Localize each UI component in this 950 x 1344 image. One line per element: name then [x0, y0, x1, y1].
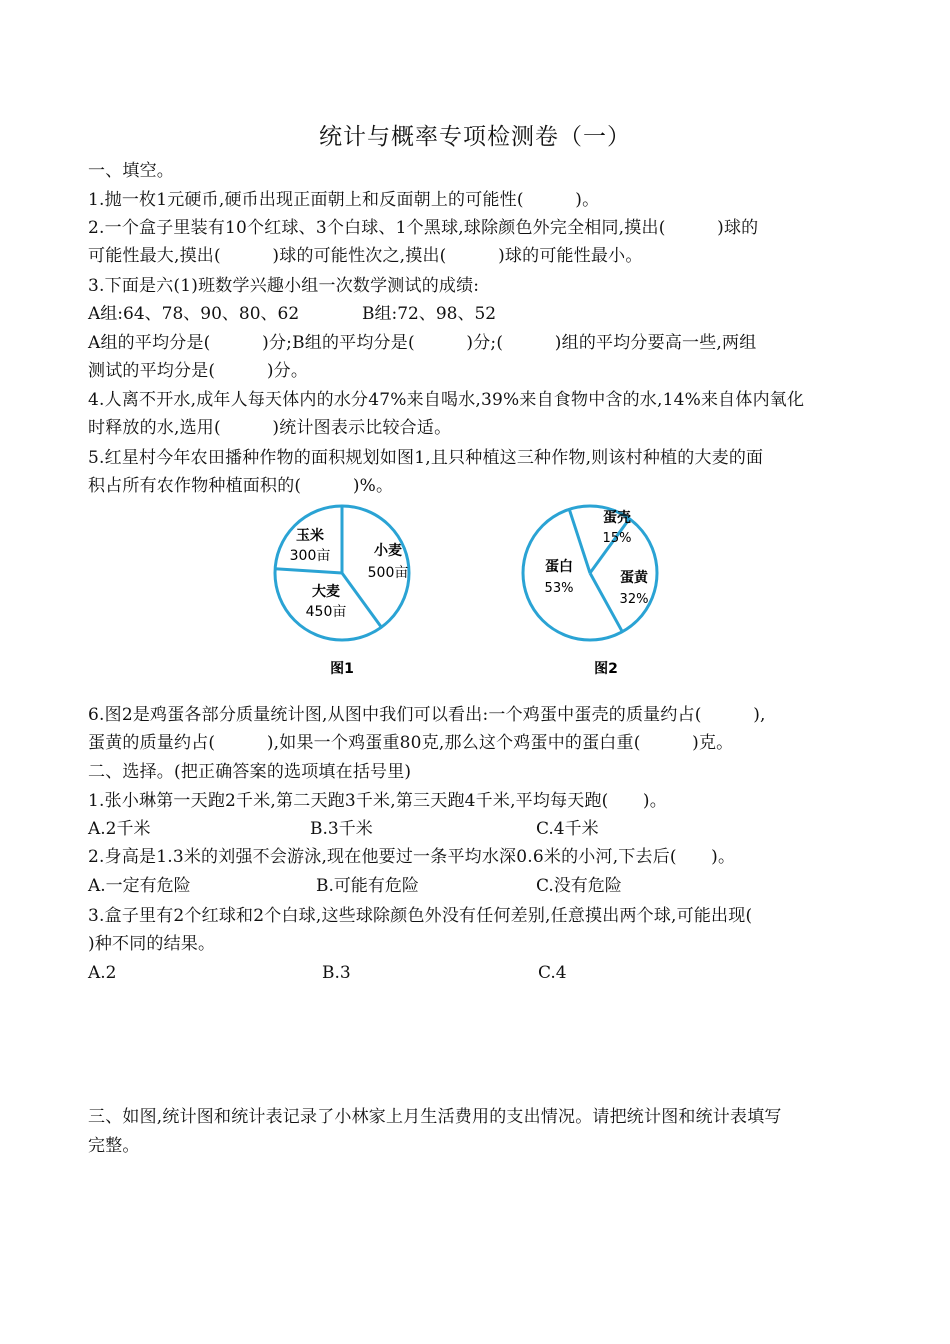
group-b-scores: B组:72、98、52 [362, 304, 497, 324]
fill-question-3-line3: A组的平均分是( )分;B组的平均分是( )分;( )组的平均分要高一些,两组 [88, 333, 757, 353]
choice-q2-option-b: B.可能有危险 [316, 876, 419, 896]
choice-q2-option-c: C.没有危险 [536, 876, 622, 896]
fill-question-3-line1: 3.下面是六(1)班数学兴趣小组一次数学测试的成绩: [88, 276, 480, 296]
pie1-title: 图1 [330, 661, 354, 677]
choice-question-1: 1.张小琳第一天跑2千米,第二天跑3千米,第三天跑4千米,平均每天跑( )。 [88, 791, 667, 811]
choice-q1-option-c: C.4千米 [536, 819, 599, 839]
section2-heading: 二、选择。(把正确答案的选项填在括号里) [88, 762, 412, 782]
pie1-divider-3 [275, 569, 342, 573]
choice-q2-option-a: A.一定有危险 [88, 876, 191, 896]
pie2-value-shell: 15% [602, 531, 632, 546]
pie1-label-corn: 玉米 [296, 528, 324, 544]
choice-question-2: 2.身高是1.3米的刘强不会游泳,现在他要过一条平均水深0.6米的小河,下去后( )。 [88, 847, 736, 867]
fill-question-4-line2: 时释放的水,选用( )统计图表示比较合适。 [88, 418, 452, 438]
pie1-label-wheat: 小麦 [374, 543, 402, 559]
pie2-value-white: 53% [544, 581, 574, 596]
pie-charts [270, 500, 690, 685]
pie1-value-wheat: 500亩 [367, 565, 409, 581]
fill-question-5-line1: 5.红星村今年农田播种作物的面积规划如图1,且只种植这三种作物,则该村种植的大麦的面 [88, 448, 764, 468]
fill-question-5-line2: 积占所有农作物种植面积的( )%。 [88, 476, 394, 496]
group-a-scores: A组:64、78、90、80、62 [88, 304, 300, 324]
pie2-value-yolk: 32% [619, 592, 649, 607]
pie-chart-2 [523, 506, 657, 677]
fill-question-1: 1.抛一枚1元硬币,硬币出现正面朝上和反面朝上的可能性( )。 [88, 190, 600, 210]
pie2-label-yolk: 蛋黄 [620, 570, 648, 586]
section3-line2: 完整。 [88, 1136, 140, 1156]
pie2-divider-3 [590, 573, 622, 632]
section1-heading: 一、填空。 [88, 161, 174, 181]
pie1-value-corn: 300亩 [289, 548, 331, 564]
page-title: 统计与概率专项检测卷（一） [319, 124, 631, 150]
pie1-value-barley: 450亩 [305, 604, 347, 620]
choice-q1-option-b: B.3千米 [310, 819, 373, 839]
choice-question-3-line1: 3.盒子里有2个红球和2个白球,这些球除颜色外没有任何差别,任意摸出两个球,可能出现( [88, 906, 753, 926]
fill-question-3-line4: 测试的平均分是( )分。 [88, 361, 309, 381]
fill-question-6-line1: 6.图2是鸡蛋各部分质量统计图,从图中我们可以看出:一个鸡蛋中蛋壳的质量约占( ), [88, 705, 766, 725]
pie2-title: 图2 [594, 661, 618, 677]
choice-q1-option-a: A.2千米 [88, 819, 151, 839]
fill-question-4-line1: 4.人离不开水,成年人每天体内的水分47%来自喝水,39%来自食物中含的水,14%来自体内氧化 [88, 390, 805, 410]
fill-question-2-line2: 可能性最大,摸出( )球的可能性次之,摸出( )球的可能性最小。 [88, 246, 643, 266]
fill-question-2-line1: 2.一个盒子里装有10个红球、3个白球、1个黑球,球除颜色外完全相同,摸出( )球的 [88, 218, 759, 238]
pie2-label-white: 蛋白 [545, 559, 573, 575]
choice-question-3-line2: )种不同的结果。 [88, 934, 216, 954]
pie1-label-barley: 大麦 [312, 584, 340, 600]
pie-chart-1 [275, 506, 409, 677]
choice-q3-option-b: B.3 [322, 963, 351, 983]
pie-charts-svg [270, 500, 690, 685]
fill-question-6-line2: 蛋黄的质量约占( ),如果一个鸡蛋重80克,那么这个鸡蛋中的蛋白重( )克。 [88, 733, 734, 753]
choice-q3-option-c: C.4 [538, 963, 567, 983]
section3-line1: 三、如图,统计图和统计表记录了小林家上月生活费用的支出情况。请把统计图和统计表填写 [88, 1107, 782, 1127]
choice-q3-option-a: A.2 [88, 963, 117, 983]
pie1-divider-2 [342, 573, 381, 627]
pie2-label-shell: 蛋壳 [603, 510, 631, 526]
